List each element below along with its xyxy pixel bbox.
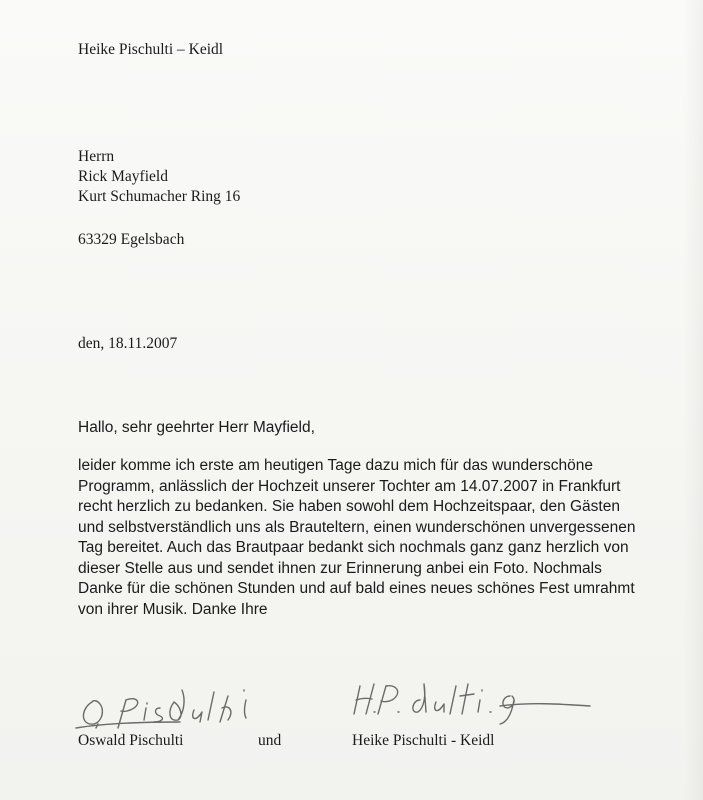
sender-line: Heike Pischulti – Keidl: [78, 41, 224, 58]
body-line: dieser Stelle aus und sendet ihnen zur Erinnerung anbei ein Foto. Nochmals: [78, 559, 602, 577]
body-line: Programm, anlässlich der Hochzeit unserer Tochter am 14.07.2007 in Frankfurt: [78, 477, 621, 495]
signatory-connector: und: [258, 732, 282, 749]
letter-date: den, 18.11.2007: [78, 335, 178, 352]
signatory-left-name: Oswald Pischulti: [78, 732, 184, 749]
body-line: leider komme ich erste am heutigen Tage dazu mich für das wunderschöne: [78, 457, 593, 474]
recipient-city: 63329 Egelsbach: [78, 231, 185, 248]
body-line: und selbstverständlich uns als Brauteltern, einen wunderschönen unvergessenen: [78, 518, 636, 536]
body-line: Tag bereitet. Auch das Brautpaar bedankt sich nochmals ganz ganz herzlich von: [78, 539, 629, 556]
left-handwritten-signature: [76, 690, 246, 728]
recipient-name: Rick Mayfield: [78, 168, 168, 185]
signatory-right-name: Heike Pischulti - Keidl: [352, 732, 495, 749]
recipient-salutation: Herrn: [78, 148, 115, 165]
body-line: Danke für die schönen Stunden und auf bald eines neues schönes Fest umrahmt: [78, 580, 635, 597]
body-line: recht herzlich zu bedanken. Sie haben sowohl dem Hochzeitspaar, den Gästen: [78, 498, 620, 515]
recipient-street: Kurt Schumacher Ring 16: [78, 188, 241, 205]
letter-greeting: Hallo, sehr geehrter Herr Mayfield,: [78, 419, 315, 436]
right-handwritten-signature: [354, 684, 590, 724]
body-line: von ihrer Musik. Danke Ihre: [78, 600, 268, 618]
